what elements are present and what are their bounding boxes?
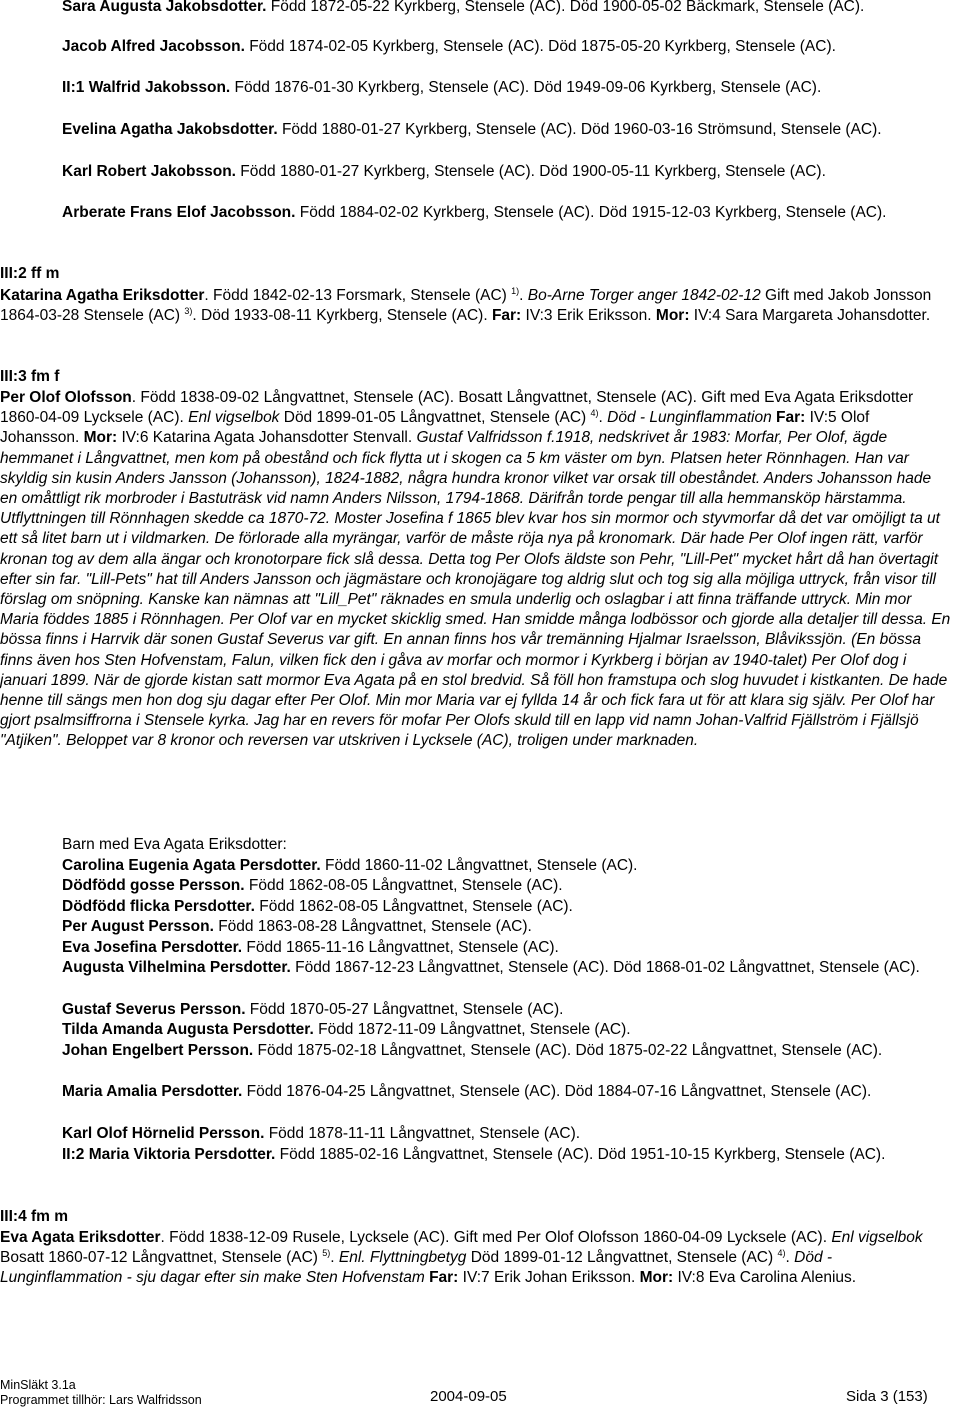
- list-item: Dödfödd flicka Persdotter. Född 1862-08-05 Långvattnet, Stensele (AC).: [62, 898, 573, 915]
- list-item: Maria Amalia Persdotter. Född 1876-04-25 Långvattnet, Stensele (AC). Död 1884-07-16 Långvattnet, Stensele (AC).: [62, 1083, 872, 1100]
- footer-program: MinSläkt 3.1a: [0, 1378, 76, 1392]
- list-item: Eva Josefina Persdotter. Född 1865-11-16 Långvattnet, Stensele (AC).: [62, 939, 559, 956]
- entry-jacob: Jacob Alfred Jacobsson. Född 1874-02-05 Kyrkberg, Stensele (AC). Död 1875-05-20 Kyrkberg, Stensele (AC).: [62, 38, 836, 55]
- children-header: Barn med Eva Agata Eriksdotter:: [62, 836, 287, 853]
- list-item: Gustaf Severus Persson. Född 1870-05-27 Långvattnet, Stensele (AC).: [62, 1001, 564, 1018]
- person-iii4: Eva Agata Eriksdotter. Född 1838-12-09 Rusele, Lycksele (AC). Gift med Per Olof Olofsson 1860-04-09 Lycksele (AC). Enl vigselbok Bosatt 1860-07-12 Långvattnet, Stensele (AC) $^{5)}$. Enl. Flyttningbetyg Död 1899-01-12 Långvattnet, Stensele (AC) $^{4)}$. Död - Lunginflammation - sju dagar efter sin make Sten Hofvenstam Far: IV:7 Erik Johan Eriksson. Mor: IV:8 Eva Carolina Alenius.: [0, 1229, 923, 1287]
- person-iii3: Per Olof Olofsson. Född 1838-09-02 Långvattnet, Stensele (AC). Bosatt Långvattnet, Stensele (AC). Gift med Eva Agata Eriksdotter 1860-04-09 Lycksele (AC). Enl vigselbok Död 1899-01-05 Långvattnet, Stensele (AC) $^{4)}$. Död - Lunginflammation Far: IV:5 Olof Johansson. Mor: IV:6 Katarina Agata Johansdotter Stenvall. Gustaf Valfridsson f.1918, nedskrivet år 1983: Morfar, Per Olof, ägde hemmanet i Långvattnet, men kom på obestånd och fick flytta ut i skogen ca 5 km väster om byn. Platsen heter Rönnhagen. Han var skyldig sin kusin Anders Jansson (Johansson), 1824-1882, några hundra kronor vilket var orsak till obeståndet. Anders Johansson hade en omåttligt rik morbroder i Bastuträsk vid namn Anders Nilsson, 1794-1868. Därifrån torde pengar till alla hemmansköp härstamma. Utflyttningen till Rönnhagen skedde ca 1870-72. Moster Josefina f 1865 blev kvar hos sin mormor och styvmorfar då det var omöjligt ta ut ett så litet barn ut i vildmarken. De förlorade alla myrängar, varför de måste röja nya på kronomark. Där hade Per Olof ingen rätt, varför kronan tog av dem alla ängar och kronotorpare fick slå dessa. Detta tog Per Olofs äldste son Pehr, "Lill-Pet" mycket hårt då han övertagit efter sin far. "Lill-Pets" hat till Anders Jansson och jägmästare och kronojägare tog aldrig slut och tog sig alla möjliga uttryck, från visor till förslag om snöpning. Kanske kan nämnas att "Lill_Pet" räknades en smula underlig och oslagbar i att finna träffande uttryck. Min mor Maria föddes 1885 i Rönnhagen. Per Olof var en mycket skicklig smed. Han smidde många lodbössor och gjorde alla detaljer till dessa. En bössa finns i Harrvik där sonen Gustaf Severus var gift. En annan finns hos vår tremänning Hjalmar Israelsson, Blåvikssjön. (En bössa finns även hos Sten Hofvenstam, Falun, vilken fick den i gåva av morfar och mormor i Kyrkberg i början av 1940-talet) Per Olof dog i januari 1899. När de gjorde kistan satt mormor Eva Agata på en stol bredvid. Så föll hon framstupa och slog huvudet i kistkanten. De hade henne till sängs men hon dog sju dagar efter Per Olof. Min mor Maria var ej fyllda 14 år och fick fara ut för att klara sig själv. Per Olof har gjort psalmsiffrorna i Stensele kyrka. Jag har en revers för mofar Per Olofs skuld till en lapp vid namn Johan-Valfrid Fjällström i Fjällsjö "Atjiken". Beloppet var 8 kronor och reversen var utskriven i Lycksele (AC), troligen under marknaden.: [0, 389, 951, 750]
- person-iii2: Katarina Agatha Eriksdotter. Född 1842-02-13 Forsmark, Stensele (AC) $^{1)}$. Bo-Arne Torger anger 1842-02-12 Gift med Jakob Jonsson 1864-03-28 Stensele (AC) $^{3)}$. Död 1933-08-11 Kyrkberg, Stensele (AC). Far: IV:3 Erik Eriksson. Mor: IV:4 Sara Margareta Johansdotter.: [0, 285, 932, 325]
- entry-arberate: Arberate Frans Elof Jacobsson. Född 1884-02-02 Kyrkberg, Stensele (AC). Död 1915-12-03 Kyrkberg, Stensele (AC).: [62, 204, 887, 221]
- section-header-iii4: III:4 fm m: [0, 1208, 69, 1225]
- list-item: Karl Olof Hörnelid Persson. Född 1878-11-11 Långvattnet, Stensele (AC).: [62, 1125, 581, 1142]
- footer-date: 2004-09-05: [430, 1388, 507, 1405]
- entry-walfrid: II:1 Walfrid Jakobsson. Född 1876-01-30 Kyrkberg, Stensele (AC). Död 1949-09-06 Kyrkberg, Stensele (AC).: [62, 79, 822, 96]
- list-item: II:2 Maria Viktoria Persdotter. Född 1885-02-16 Långvattnet, Stensele (AC). Död 1951-10-15 Kyrkberg, Stensele (AC).: [62, 1146, 886, 1163]
- story-text: Gustaf Valfridsson f.1918, nedskrivet år 1983: Morfar, Per Olof, ägde hemmanet i Långvattnet, men kom på obestånd och fick flytta ut i skogen ca 5 km väster om byn. Platsen heter Rönnhagen. Han var skyldig sin kusin Anders Jansson (Johansson), 1824-1882, några hundra kronor vilket var orsak till obeståndet. Anders Johansson hade en omåttligt rik morbroder i Bastuträsk vid namn Anders Nilsson, 1794-1868. Därifrån torde pengar till alla hemmansköp härstamma. Utflyttningen till Rönnhagen skedde ca 1870-72. Moster Josefina f 1865 blev kvar hos sin mormor och styvmorfar då det var omöjligt ta ut ett så litet barn ut i vildmarken. De förlorade alla myrängar, varför de måste röja nya på kronomark. Där hade Per Olof ingen rätt, varför kronan tog av dem alla ängar och kronotorpare fick slå dessa. Detta tog Per Olofs äldste son Pehr, "Lill-Pet" mycket hårt då han övertagit efter sin far. "Lill-Pets" hat till Anders Jansson och jägmästare och kronojägare tog aldrig slut och tog sig alla möjliga uttryck, från visor till förslag om snöpning. Kanske kan nämnas att "Lill_Pet" räknades en smula underlig och oslagbar i att finna träffande uttryck. Min mor Maria föddes 1885 i Rönnhagen. Per Olof var en mycket skicklig smed. Han smidde många lodbössor och gjorde alla detaljer till dessa. En bössa finns i Harrvik där sonen Gustaf Severus var gift. En annan finns hos vår tremänning Hjalmar Israelsson, Blåvikssjön. (En bössa finns även hos Sten Hofvenstam, Falun, vilken fick den i gåva av morfar och mormor i Kyrkberg i början av 1940-talet) Per Olof dog i januari 1899. När de gjorde kistan satt mormor Eva Agata på en stol bredvid. Så föll hon framstupa och slog huvudet i kistkanten. De hade henne till sängs men hon dog sju dagar efter Per Olof. Min mor Maria var ej fyllda 14 år och fick fara ut för att klara sig själv. Per Olof har gjort psalmsiffrorna i Stensele kyrka. Jag har en revers för mofar Per Olofs skuld till en lapp vid namn Johan-Valfrid Fjällström i Fjällsjö "Atjiken". Beloppet var 8 kronor och reversen var utskriven i Lycksele (AC), troligen under marknaden.: [0, 429, 951, 750]
- list-item: Johan Engelbert Persson. Född 1875-02-18 Långvattnet, Stensele (AC). Död 1875-02-22 Långvattnet, Stensele (AC).: [62, 1042, 883, 1059]
- section-header-iii3: III:3 fm f: [0, 368, 60, 385]
- list-item: Tilda Amanda Augusta Persdotter. Född 1872-11-09 Långvattnet, Stensele (AC).: [62, 1021, 631, 1038]
- list-item: Per August Persson. Född 1863-08-28 Långvattnet, Stensele (AC).: [62, 918, 532, 935]
- footer-page-number: Sida 3 (153): [846, 1388, 928, 1405]
- list-item: Carolina Eugenia Agata Persdotter. Född 1860-11-02 Långvattnet, Stensele (AC).: [62, 857, 638, 874]
- list-item: Dödfödd gosse Persson. Född 1862-08-05 Långvattnet, Stensele (AC).: [62, 877, 563, 894]
- entry-evelina: Evelina Agatha Jakobsdotter. Född 1880-01-27 Kyrkberg, Stensele (AC). Död 1960-03-16 Strömsund, Stensele (AC).: [62, 121, 882, 138]
- list-item: Augusta Vilhelmina Persdotter. Född 1867-12-23 Långvattnet, Stensele (AC). Död 1868-01-02 Långvattnet, Stensele (AC).: [62, 959, 920, 976]
- entry-sara: Sara Augusta Jakobsdotter. Född 1872-05-22 Kyrkberg, Stensele (AC). Död 1900-05-02 Bäckmark, Stensele (AC).: [62, 0, 865, 15]
- section-header-iii2: III:2 ff m: [0, 265, 60, 282]
- footer-owner: Programmet tillhör: Lars Walfridsson: [0, 1393, 202, 1407]
- entry-karl-robert: Karl Robert Jakobsson. Född 1880-01-27 Kyrkberg, Stensele (AC). Död 1900-05-11 Kyrkberg, Stensele (AC).: [62, 163, 826, 180]
